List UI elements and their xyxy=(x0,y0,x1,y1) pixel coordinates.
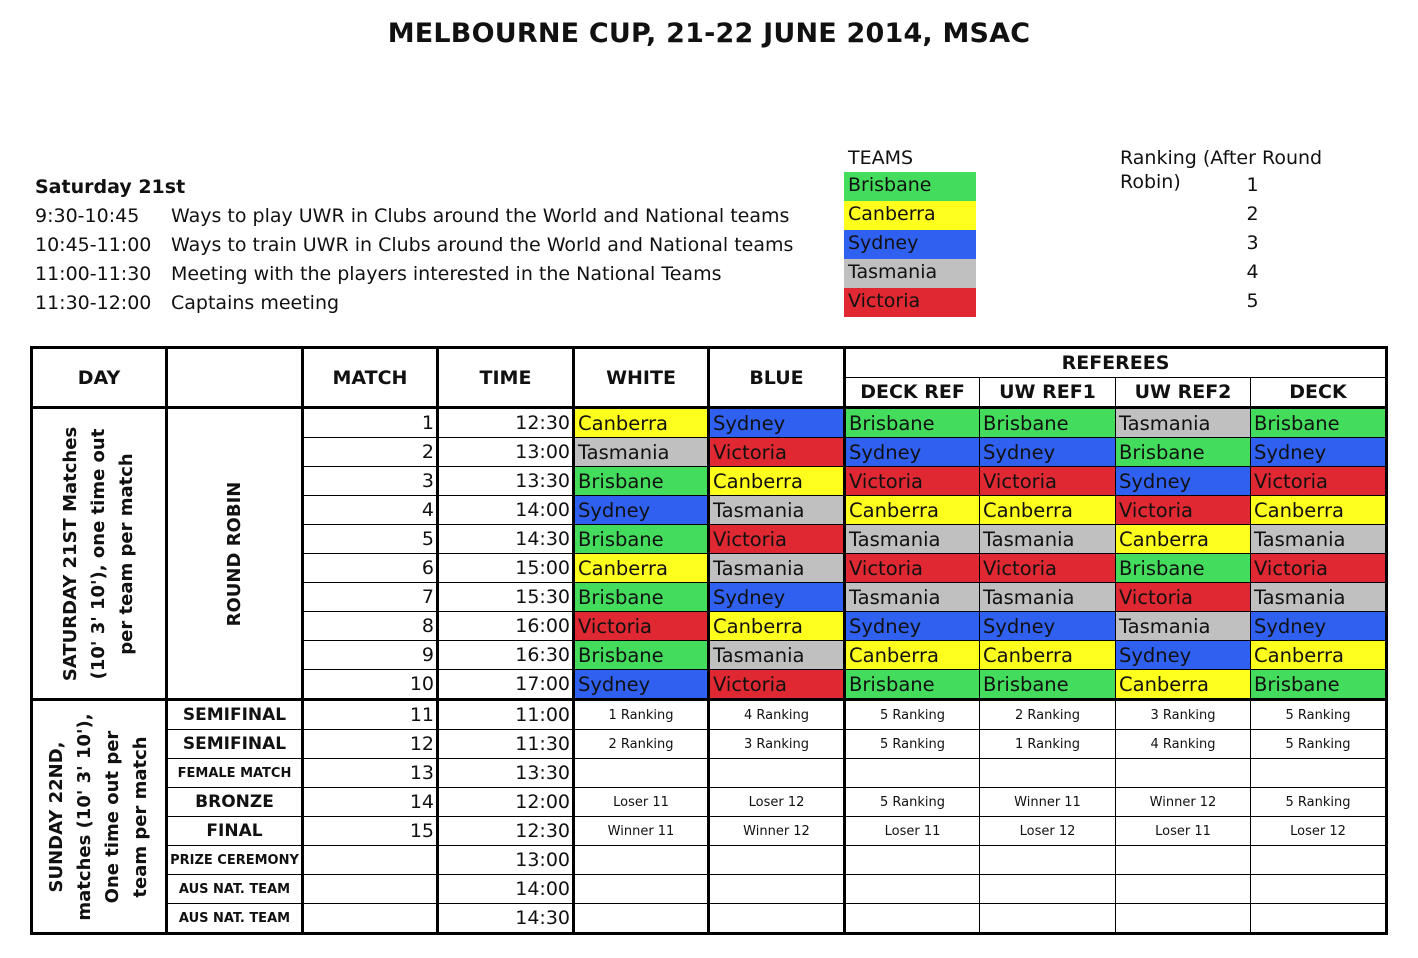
match-time: 13:00 xyxy=(438,438,574,467)
team-cell-blue: Victoria xyxy=(709,525,845,554)
stage-label: PRIZE CEREMONY xyxy=(167,846,303,875)
match-time: 14:30 xyxy=(438,525,574,554)
table-row xyxy=(32,700,1387,730)
match-time: 17:00 xyxy=(438,670,574,700)
match-time: 14:30 xyxy=(438,904,574,934)
team-cell-deck-ref: Victoria xyxy=(845,467,980,496)
team-cell-blue: Tasmania xyxy=(709,496,845,525)
slot-cell-uw-ref2: 3 Ranking xyxy=(1116,700,1251,730)
slot-cell-uw-ref2 xyxy=(1116,846,1251,875)
team-cell-deck-ref: Victoria xyxy=(845,554,980,583)
match-time: 12:30 xyxy=(438,408,574,438)
match-time: 16:00 xyxy=(438,612,574,641)
team-cell-white: Canberra xyxy=(574,554,709,583)
slot-cell-deck: 5 Ranking xyxy=(1251,788,1387,817)
team-cell-deck: Tasmania xyxy=(1251,525,1387,554)
slot-cell-deck-ref xyxy=(845,875,980,904)
team-cell-white: Canberra xyxy=(574,408,709,438)
match-number xyxy=(303,904,438,934)
team-cell-uw-ref2: Canberra xyxy=(1116,670,1251,700)
team-cell-blue: Sydney xyxy=(709,408,845,438)
slot-cell-uw-ref1: Loser 12 xyxy=(980,817,1116,846)
slot-cell-uw-ref1: 2 Ranking xyxy=(980,700,1116,730)
schedule-time: 9:30-10:45 xyxy=(35,205,140,227)
team-cell-white: Brisbane xyxy=(574,641,709,670)
match-number: 11 xyxy=(303,700,438,730)
stage-label: FINAL xyxy=(167,817,303,846)
team-swatch-canberra: Canberra xyxy=(844,201,976,230)
team-cell-deck: Brisbane xyxy=(1251,670,1387,700)
match-time: 12:30 xyxy=(438,817,574,846)
team-swatch-victoria: Victoria xyxy=(844,288,976,317)
team-cell-blue: Sydney xyxy=(709,583,845,612)
slot-cell-deck-ref xyxy=(845,904,980,934)
table-row xyxy=(32,408,1387,438)
match-time: 14:00 xyxy=(438,496,574,525)
slot-cell-uw-ref1 xyxy=(980,875,1116,904)
table-row xyxy=(32,846,1387,875)
saturday-label: SATURDAY 21ST Matches (10' 3' 10'), one time out per team per match xyxy=(60,426,137,681)
match-time: 15:00 xyxy=(438,554,574,583)
slot-cell-white xyxy=(574,904,709,934)
match-number: 7 xyxy=(303,583,438,612)
slot-cell-blue xyxy=(709,875,845,904)
sunday-label: SUNDAY 22ND, matches (10' 3' 10'), One time out per team per match xyxy=(46,712,151,921)
table-row xyxy=(32,904,1387,934)
match-number: 1 xyxy=(303,408,438,438)
match-number xyxy=(303,875,438,904)
schedule-time: 10:45-11:00 xyxy=(35,234,152,256)
header-time: TIME xyxy=(438,348,574,408)
team-cell-uw-ref1: Brisbane xyxy=(980,408,1116,438)
schedule-item xyxy=(35,292,793,321)
slot-cell-deck xyxy=(1251,846,1387,875)
match-number: 9 xyxy=(303,641,438,670)
team-cell-deck-ref: Brisbane xyxy=(845,408,980,438)
match-number xyxy=(303,846,438,875)
team-cell-uw-ref2: Brisbane xyxy=(1116,554,1251,583)
slot-cell-deck-ref xyxy=(845,846,980,875)
match-number: 8 xyxy=(303,612,438,641)
slot-cell-blue: Loser 12 xyxy=(709,788,845,817)
match-number: 10 xyxy=(303,670,438,700)
team-cell-deck: Canberra xyxy=(1251,641,1387,670)
team-cell-blue: Tasmania xyxy=(709,641,845,670)
team-cell-blue: Tasmania xyxy=(709,554,845,583)
slot-cell-white xyxy=(574,846,709,875)
schedule-item xyxy=(35,234,793,263)
match-number: 5 xyxy=(303,525,438,554)
team-cell-uw-ref2: Victoria xyxy=(1116,583,1251,612)
team-cell-uw-ref1: Victoria xyxy=(980,467,1116,496)
match-time: 15:30 xyxy=(438,583,574,612)
header-day: DAY xyxy=(32,348,167,408)
team-cell-uw-ref1: Victoria xyxy=(980,554,1116,583)
slot-cell-deck xyxy=(1251,759,1387,788)
schedule-item xyxy=(35,263,793,292)
slot-cell-deck: 5 Ranking xyxy=(1251,730,1387,759)
slot-cell-deck-ref: 5 Ranking xyxy=(845,730,980,759)
table-row xyxy=(32,875,1387,904)
team-cell-uw-ref1: Tasmania xyxy=(980,583,1116,612)
team-cell-uw-ref2: Sydney xyxy=(1116,641,1251,670)
slot-cell-white: 1 Ranking xyxy=(574,700,709,730)
team-cell-uw-ref1: Canberra xyxy=(980,496,1116,525)
slot-cell-white: Winner 11 xyxy=(574,817,709,846)
teams-header: TEAMS xyxy=(848,147,914,169)
slot-cell-uw-ref1 xyxy=(980,904,1116,934)
team-cell-deck-ref: Sydney xyxy=(845,612,980,641)
slot-cell-deck: 5 Ranking xyxy=(1251,700,1387,730)
table-row xyxy=(32,788,1387,817)
round-robin-label: ROUND ROBIN xyxy=(223,481,245,626)
header-match: MATCH xyxy=(303,348,438,408)
team-swatch-brisbane: Brisbane xyxy=(844,172,976,201)
slot-cell-blue xyxy=(709,846,845,875)
schedule-text: Captains meeting xyxy=(171,292,340,314)
match-number: 15 xyxy=(303,817,438,846)
slot-cell-white xyxy=(574,759,709,788)
match-number: 4 xyxy=(303,496,438,525)
match-number: 2 xyxy=(303,438,438,467)
ranking-value: 3 xyxy=(1246,232,1259,254)
team-cell-white: Brisbane xyxy=(574,467,709,496)
team-cell-uw-ref2: Victoria xyxy=(1116,496,1251,525)
team-cell-uw-ref2: Tasmania xyxy=(1116,408,1251,438)
match-number: 14 xyxy=(303,788,438,817)
team-cell-white: Tasmania xyxy=(574,438,709,467)
slot-cell-blue xyxy=(709,759,845,788)
team-cell-deck: Sydney xyxy=(1251,438,1387,467)
team-cell-uw-ref2: Brisbane xyxy=(1116,438,1251,467)
team-cell-deck-ref: Canberra xyxy=(845,641,980,670)
stage-label: SEMIFINAL xyxy=(167,700,303,730)
team-cell-deck-ref: Sydney xyxy=(845,438,980,467)
team-cell-deck: Victoria xyxy=(1251,554,1387,583)
teams-legend xyxy=(844,146,976,317)
team-cell-uw-ref1: Sydney xyxy=(980,438,1116,467)
team-cell-white: Victoria xyxy=(574,612,709,641)
saturday-schedule xyxy=(35,176,793,321)
match-number: 3 xyxy=(303,467,438,496)
table-row xyxy=(32,759,1387,788)
slot-cell-white xyxy=(574,875,709,904)
team-cell-deck-ref: Canberra xyxy=(845,496,980,525)
stage-label: FEMALE MATCH xyxy=(167,759,303,788)
stage-label: BRONZE xyxy=(167,788,303,817)
header-uw-ref2: UW REF2 xyxy=(1116,378,1251,408)
header-white: WHITE xyxy=(574,348,709,408)
ranking-value: 5 xyxy=(1246,290,1259,312)
slot-cell-uw-ref1 xyxy=(980,846,1116,875)
match-time: 14:00 xyxy=(438,875,574,904)
team-swatch-sydney: Sydney xyxy=(844,230,976,259)
slot-cell-blue: Winner 12 xyxy=(709,817,845,846)
day-cell-saturday xyxy=(32,408,167,700)
team-cell-deck: Canberra xyxy=(1251,496,1387,525)
team-cell-deck: Victoria xyxy=(1251,467,1387,496)
slot-cell-uw-ref2 xyxy=(1116,875,1251,904)
page-title: MELBOURNE CUP, 21-22 JUNE 2014, MSAC xyxy=(387,18,1031,49)
slot-cell-uw-ref2: Winner 12 xyxy=(1116,788,1251,817)
match-number: 6 xyxy=(303,554,438,583)
team-cell-blue: Victoria xyxy=(709,438,845,467)
day-cell-sunday xyxy=(32,700,167,934)
team-cell-white: Sydney xyxy=(574,496,709,525)
match-time: 13:00 xyxy=(438,846,574,875)
slot-cell-blue: 3 Ranking xyxy=(709,730,845,759)
team-cell-uw-ref1: Sydney xyxy=(980,612,1116,641)
table-row xyxy=(32,817,1387,846)
match-time: 12:00 xyxy=(438,788,574,817)
match-number: 12 xyxy=(303,730,438,759)
stage-cell-round-robin xyxy=(167,408,303,700)
slot-cell-deck: Loser 12 xyxy=(1251,817,1387,846)
slot-cell-uw-ref2: 4 Ranking xyxy=(1116,730,1251,759)
team-swatch-tasmania: Tasmania xyxy=(844,259,976,288)
ranking-value: 1 xyxy=(1246,174,1259,196)
team-cell-uw-ref2: Tasmania xyxy=(1116,612,1251,641)
header-deck-ref: DECK REF xyxy=(845,378,980,408)
header-referees: REFEREES xyxy=(845,348,1387,378)
table-row xyxy=(32,730,1387,759)
team-cell-uw-ref1: Canberra xyxy=(980,641,1116,670)
ranking-value: 2 xyxy=(1246,203,1259,225)
schedule-text: Ways to play UWR in Clubs around the World and National teams xyxy=(171,205,790,227)
team-cell-deck: Brisbane xyxy=(1251,408,1387,438)
team-cell-blue: Canberra xyxy=(709,612,845,641)
team-cell-deck-ref: Brisbane xyxy=(845,670,980,700)
team-cell-deck-ref: Tasmania xyxy=(845,525,980,554)
schedule-item xyxy=(35,205,793,234)
slot-cell-deck-ref: 5 Ranking xyxy=(845,788,980,817)
slot-cell-white: 2 Ranking xyxy=(574,730,709,759)
team-cell-uw-ref1: Brisbane xyxy=(980,670,1116,700)
header-blue: BLUE xyxy=(709,348,845,408)
slot-cell-deck xyxy=(1251,875,1387,904)
slot-cell-uw-ref2: Loser 11 xyxy=(1116,817,1251,846)
header-uw-ref1: UW REF1 xyxy=(980,378,1116,408)
schedule-time: 11:30-12:00 xyxy=(35,292,152,314)
schedule-time: 11:00-11:30 xyxy=(35,263,152,285)
stage-label: AUS NAT. TEAM xyxy=(167,904,303,934)
ranking-value: 4 xyxy=(1246,261,1259,283)
match-time: 13:30 xyxy=(438,467,574,496)
team-cell-blue: Canberra xyxy=(709,467,845,496)
slot-cell-uw-ref2 xyxy=(1116,759,1251,788)
ranking-header: Ranking (After Round Robin) xyxy=(1120,147,1323,193)
match-time: 13:30 xyxy=(438,759,574,788)
slot-cell-white: Loser 11 xyxy=(574,788,709,817)
team-cell-white: Sydney xyxy=(574,670,709,700)
slot-cell-deck xyxy=(1251,904,1387,934)
slot-cell-uw-ref1: Winner 11 xyxy=(980,788,1116,817)
match-time: 11:30 xyxy=(438,730,574,759)
match-time: 16:30 xyxy=(438,641,574,670)
team-cell-white: Brisbane xyxy=(574,583,709,612)
team-cell-uw-ref2: Canberra xyxy=(1116,525,1251,554)
schedule-text: Ways to train UWR in Clubs around the World and National teams xyxy=(171,234,794,256)
stage-label: SEMIFINAL xyxy=(167,730,303,759)
team-cell-white: Brisbane xyxy=(574,525,709,554)
match-time: 11:00 xyxy=(438,700,574,730)
team-cell-uw-ref1: Tasmania xyxy=(980,525,1116,554)
team-cell-deck-ref: Tasmania xyxy=(845,583,980,612)
schedule-day: Saturday 21st xyxy=(35,176,186,198)
slot-cell-uw-ref2 xyxy=(1116,904,1251,934)
slot-cell-deck-ref: Loser 11 xyxy=(845,817,980,846)
match-schedule-table xyxy=(30,346,1388,935)
slot-cell-blue xyxy=(709,904,845,934)
slot-cell-uw-ref1 xyxy=(980,759,1116,788)
team-cell-deck: Sydney xyxy=(1251,612,1387,641)
slot-cell-deck-ref xyxy=(845,759,980,788)
header-deck: DECK xyxy=(1251,378,1387,408)
schedule-text: Meeting with the players interested in the National Teams xyxy=(171,263,722,285)
ranking-legend xyxy=(1110,146,1385,317)
slot-cell-deck-ref: 5 Ranking xyxy=(845,700,980,730)
header-stage xyxy=(167,348,303,408)
team-cell-blue: Victoria xyxy=(709,670,845,700)
slot-cell-blue: 4 Ranking xyxy=(709,700,845,730)
match-number: 13 xyxy=(303,759,438,788)
team-cell-deck: Tasmania xyxy=(1251,583,1387,612)
stage-label: AUS NAT. TEAM xyxy=(167,875,303,904)
team-cell-uw-ref2: Sydney xyxy=(1116,467,1251,496)
slot-cell-uw-ref1: 1 Ranking xyxy=(980,730,1116,759)
